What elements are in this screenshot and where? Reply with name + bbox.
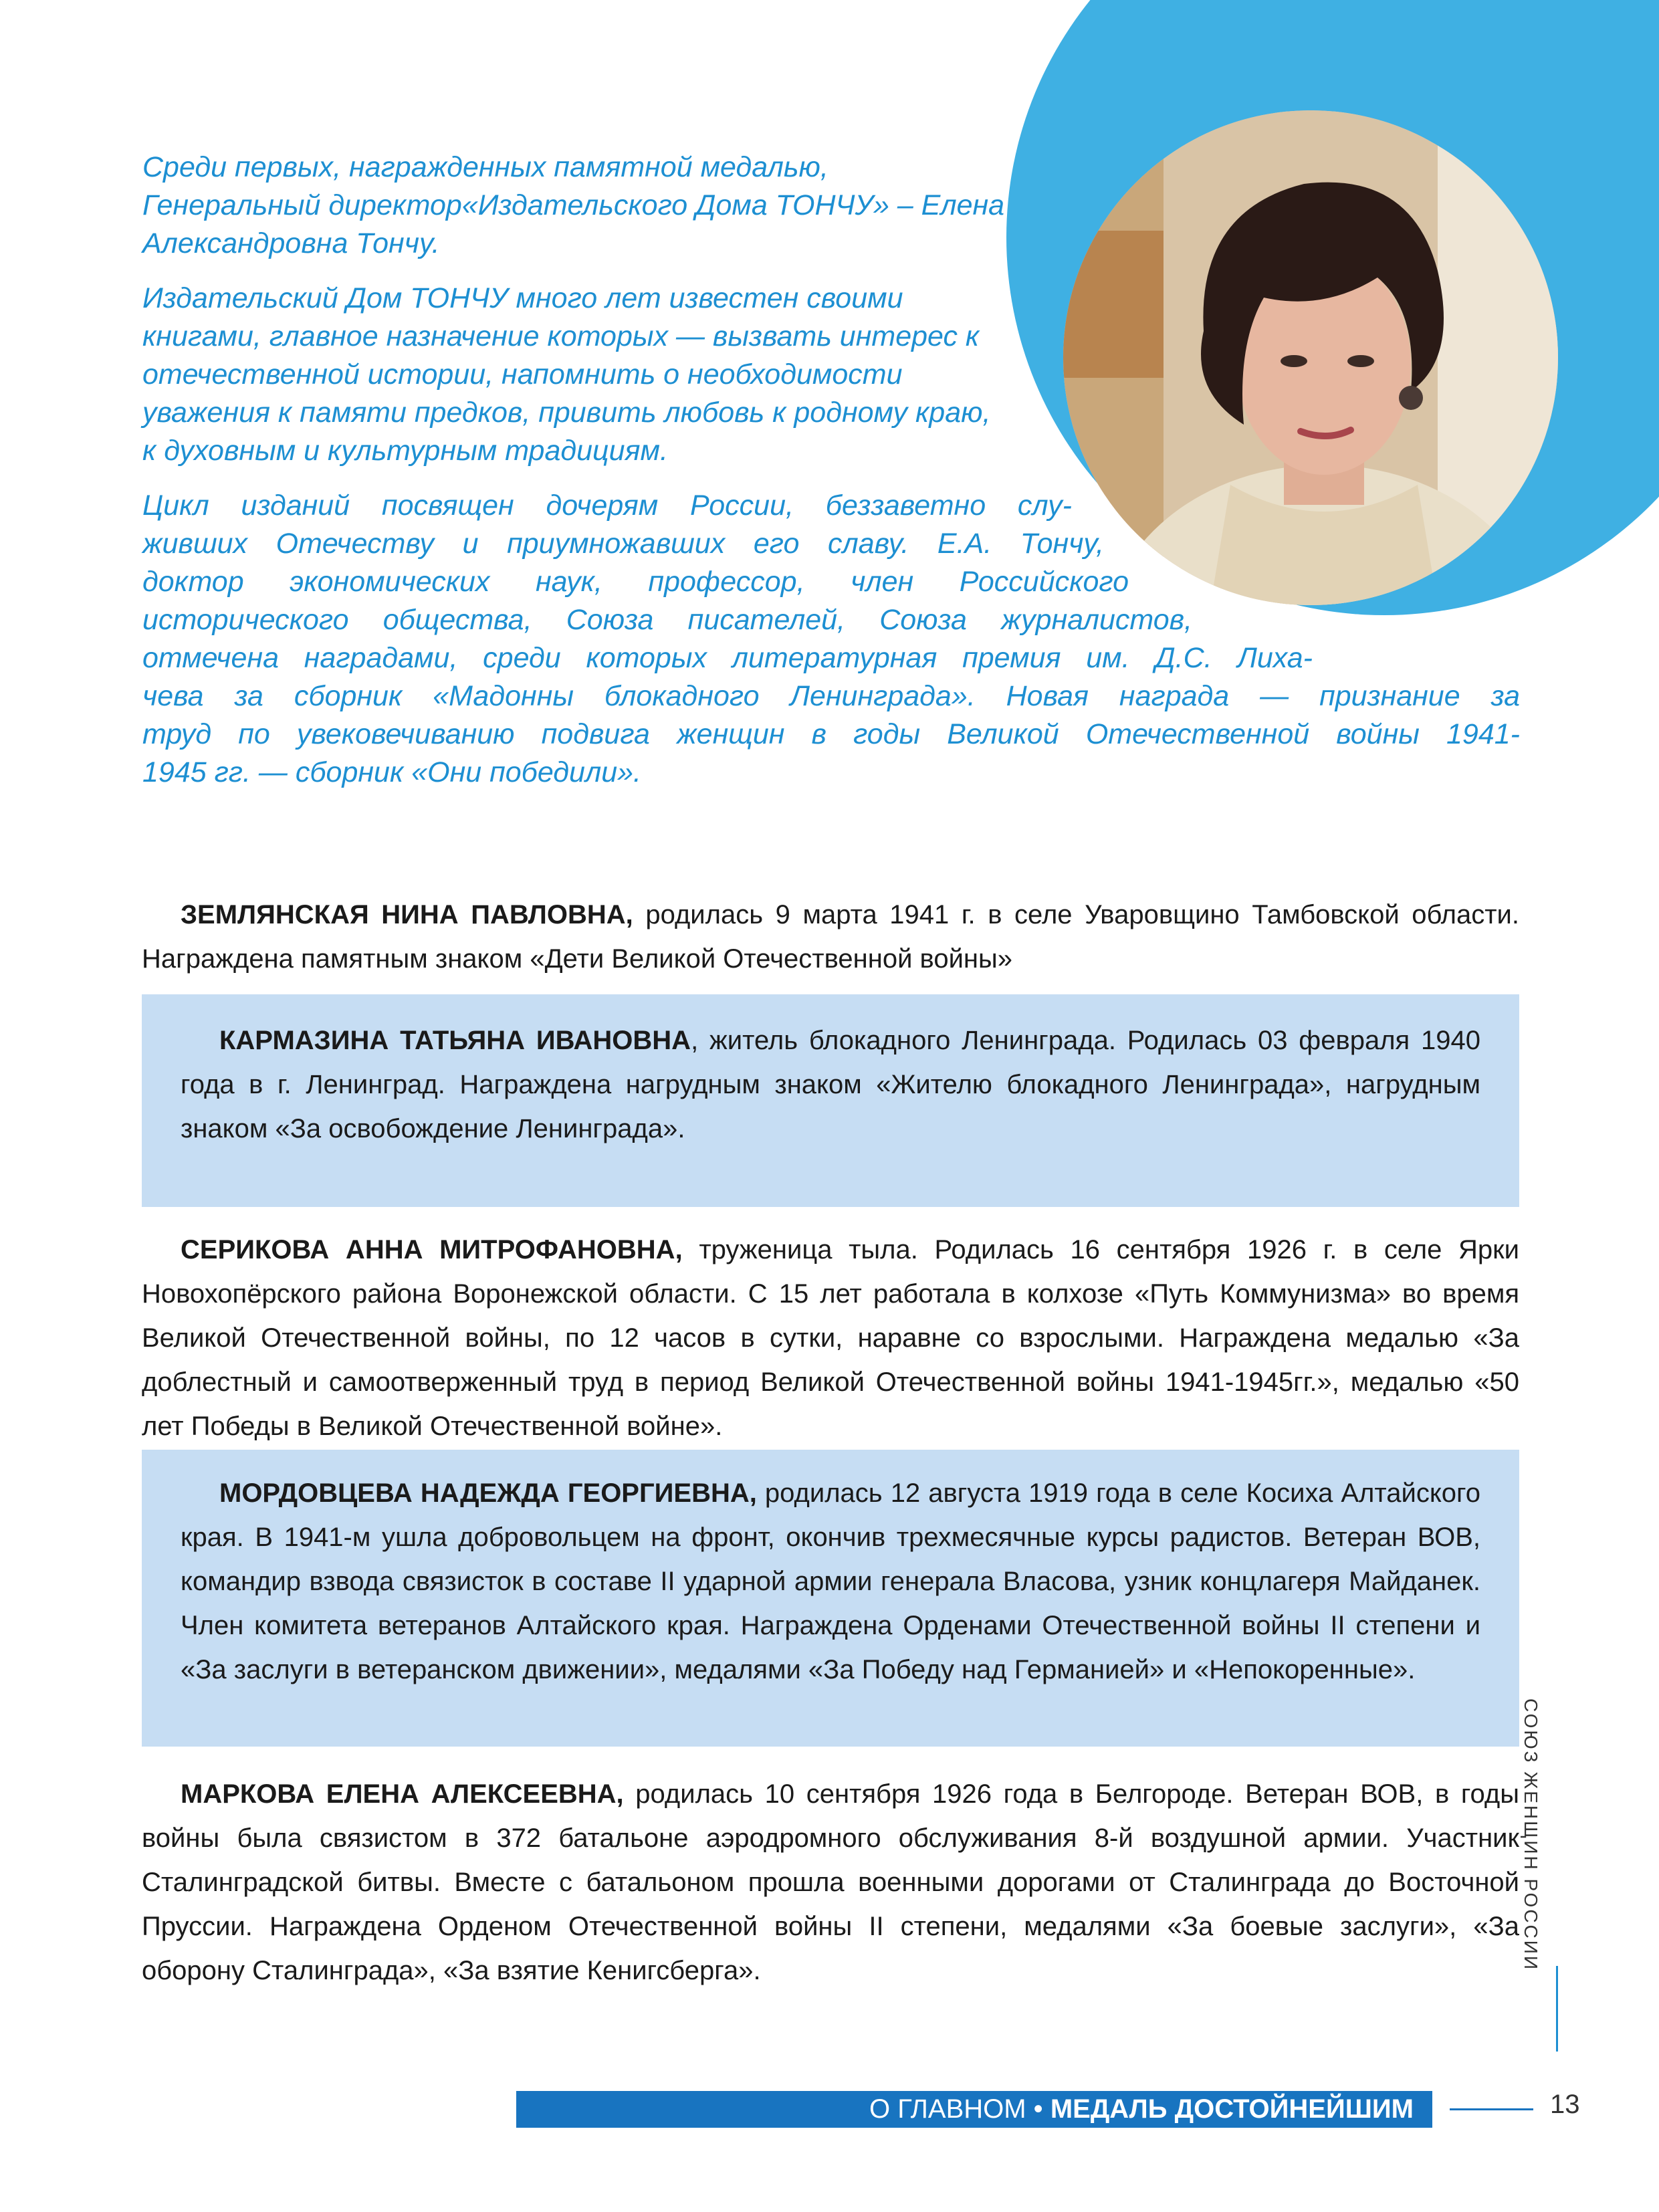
bio-text: родилась 9 марта 1941 г. в селе Уваровщино Тамбовской области. Награждена памятным знаком «Дети Великой Отечественной войны» xyxy=(142,900,1519,974)
intro-line: отмечена наградами, среди которых литературная премия им. Д.С. Лиха- xyxy=(142,642,1313,674)
sidebar-publication-name: СОЮЗ ЖЕНЩИН РОССИИ xyxy=(1521,1698,1541,1972)
bio-entry-highlighted xyxy=(142,994,1519,1207)
bio-name: КАРМАЗИНА ТАТЬЯНА ИВАНОВНА xyxy=(219,1026,691,1055)
intro-paragraph xyxy=(142,487,1520,792)
intro-line: живших Отечеству и приумножавших его славу. Е.А. Тончу, xyxy=(142,528,1104,560)
bio-text: родилась 10 сентября 1926 года в Белгороде. Ветеран ВОВ, в годы войны была связистом в 372 батальоне аэродромного обслуживания 8-й воздушной армии. Участник Сталинградской битвы. Вместе с батальоном прошла военными дорогами от Сталинграда до Восточной Пруссии. Награждена Орденом Отечественной войны II степени, медалями «За боевые заслуги», «За оборону Сталинграда», «За взятие Кенигсберга». xyxy=(142,1779,1519,1985)
bio-name: МОРДОВЦЕВА НАДЕЖДА ГЕОРГИЕВНА, xyxy=(219,1478,757,1508)
footer-section: О ГЛАВНОМ • xyxy=(869,2094,1043,2124)
footer-title: МЕДАЛЬ ДОСТОЙНЕЙШИМ xyxy=(1050,2094,1414,2124)
intro-paragraph: Среди первых, награжденных памятной медалью, Генеральный директор«Издательского Дома ТОНЧУ» – Елена Александровна Тончу. xyxy=(142,151,1005,259)
bio-name: ЗЕМЛЯНСКАЯ НИНА ПАВЛОВНА, xyxy=(181,900,633,929)
bio-entry xyxy=(142,1772,1519,1993)
intro-line: исторического общества, Союза писателей, Союза журналистов, xyxy=(142,604,1192,636)
sidebar-divider xyxy=(1556,1966,1558,2052)
intro-line: труд по увековечиванию подвига женщин в годы Великой Отечественной войны 1941- xyxy=(142,718,1520,750)
bio-text: труженица тыла. Родилась 16 сентября 1926 г. в селе Ярки Новохопёрского района Воронежской области. С 15 лет работала в колхозе «Путь Коммунизма» во время Великой Отечественной войны, по 12 часов в сутки, наравне со взрослыми. Награждена медалью «За доблестный и самоотверженный труд в период Великой Отечественной войны 1941-1945гг.», медалью «50 лет Победы в Великой Отечественной войне». xyxy=(142,1235,1520,1441)
intro-line: чева за сборник «Мадонны блокадного Ленинграда». Новая награда — признание за xyxy=(142,680,1520,712)
bio-entry xyxy=(142,893,1519,981)
intro-paragraph: Издательский Дом ТОНЧУ много лет известен своими книгами, главное назначение которых — вызвать интерес к отечественной истории, напомнить о необходимости уважения к памяти предков, привить любовь к родному краю, к духовным и культурным традициям. xyxy=(142,282,991,467)
bio-text: , житель блокадного Ленинграда. Родилась 03 февраля 1940 года в г. Ленинград. Награждена нагрудным знаком «Жителю блокадного Ленинграда», нагрудным знаком «За освобождение Ленинграда». xyxy=(181,1026,1480,1143)
bio-entry-highlighted xyxy=(142,1450,1519,1747)
intro-text xyxy=(142,148,1520,808)
bio-name: СЕРИКОВА АННА МИТРОФАНОВНА, xyxy=(181,1235,683,1264)
intro-line: доктор экономических наук, профессор, член Российского xyxy=(142,566,1129,598)
page-number: 13 xyxy=(1550,2090,1580,2119)
footer-section-bar xyxy=(516,2091,1432,2128)
intro-line: Цикл изданий посвящен дочерям России, беззаветно слу- xyxy=(142,489,1072,522)
bio-text: родилась 12 августа 1919 года в селе Косиха Алтайского края. В 1941-м ушла добровольцем на фронт, окончив трехмесячные курсы радистов. Ветеран ВОВ, командир взвода связисток в составе II ударной армии генерала Власова, узник концлагеря Майданек. Член комитета ветеранов Алтайского края. Награждена Орденами Отечественной войны II степени и «За заслуги в ветеранском движении», медалями «За Победу над Германией» и «Непокоренные». xyxy=(181,1478,1480,1684)
bio-name: МАРКОВА ЕЛЕНА АЛЕКСЕЕВНА, xyxy=(181,1779,624,1809)
bio-entry xyxy=(142,1228,1519,1448)
intro-line: 1945 гг. — сборник «Они победили». xyxy=(142,756,641,788)
footer-divider xyxy=(1450,2108,1533,2110)
